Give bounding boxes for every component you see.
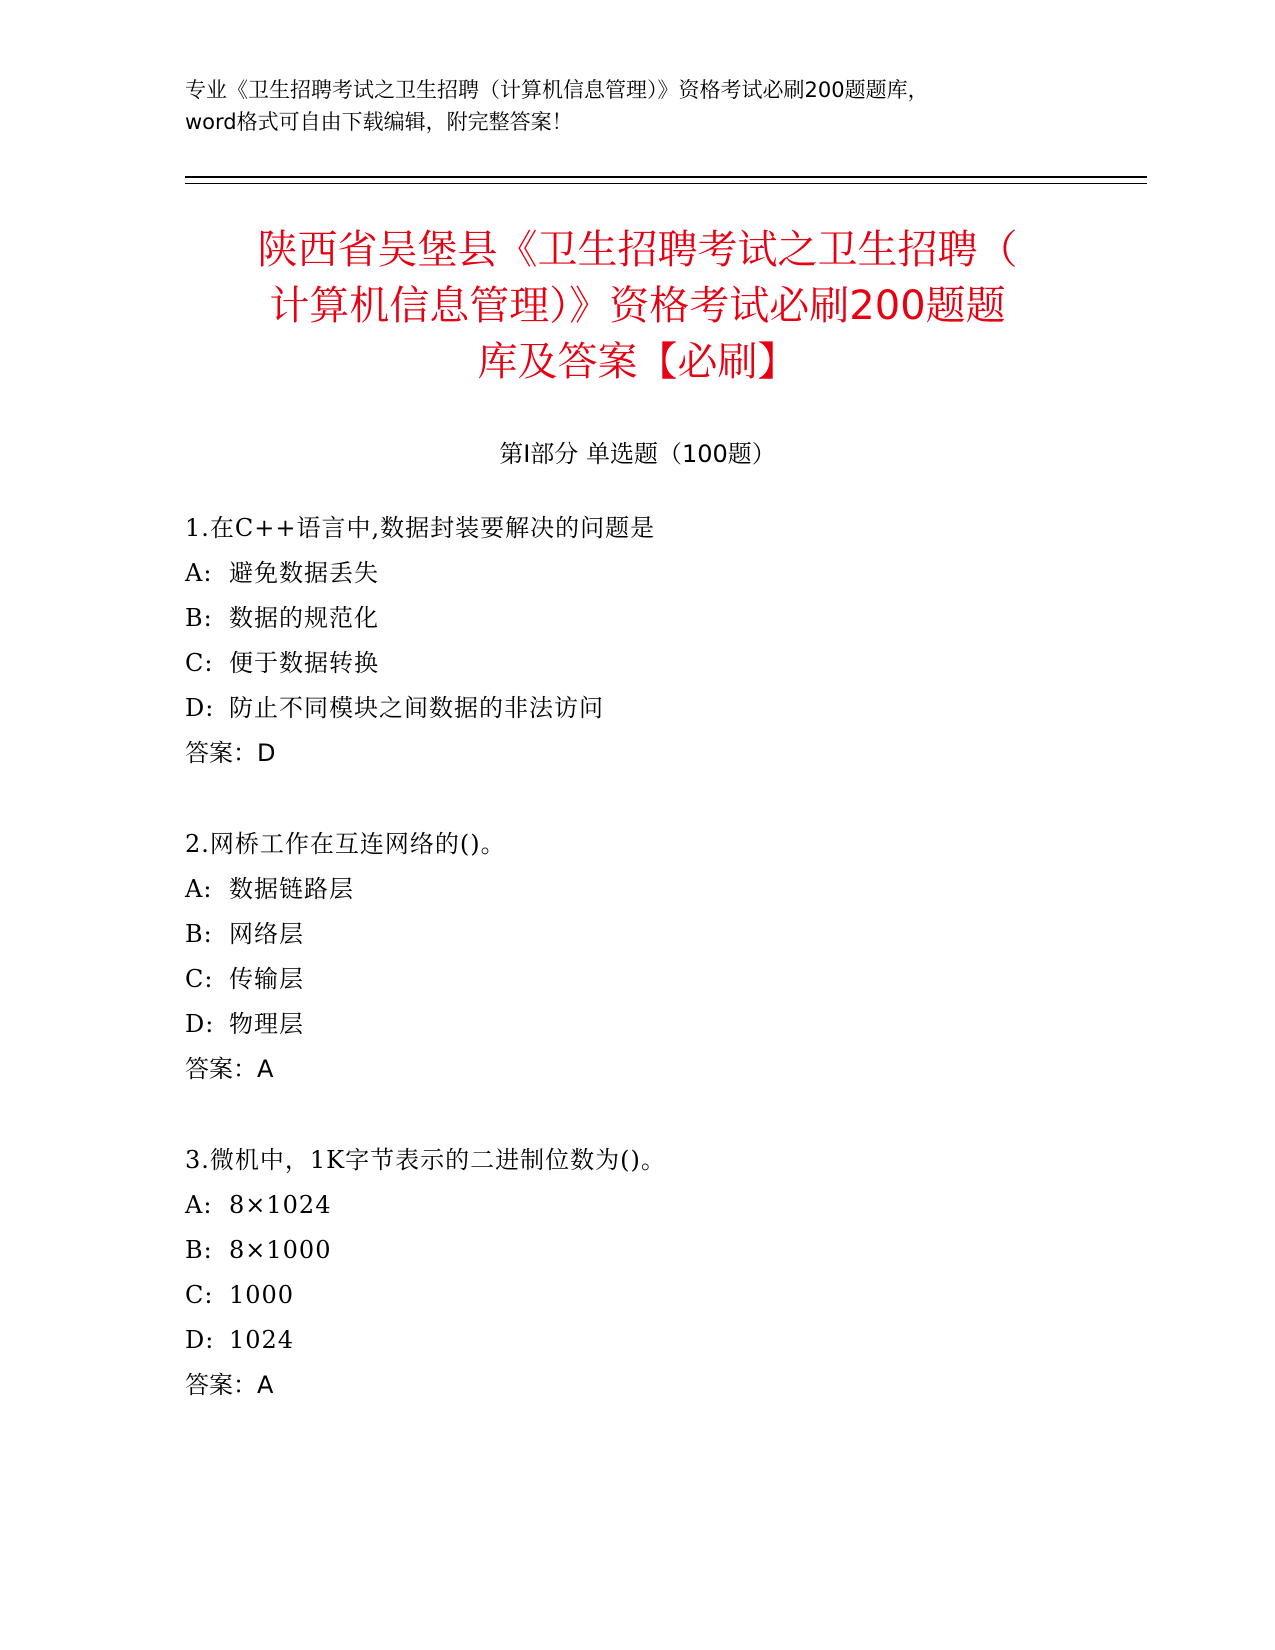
answer-line: 答案：A <box>185 1055 274 1083</box>
option-key: D: <box>185 1326 215 1354</box>
option-key: D: <box>185 1010 215 1038</box>
document-title-line-3: 库及答案【必刷】 <box>477 339 798 385</box>
header-note-line-1: 专业《卫生招聘考试之卫生招聘（计算机信息管理）》资格考试必刷200题题库， <box>185 78 929 102</box>
option-d <box>185 1318 1085 1363</box>
question-stem: 2.网桥工作在互连网络的()。 <box>185 830 506 858</box>
section-heading: 第I部分 单选题（100题） <box>499 440 776 468</box>
option-key: C: <box>185 965 214 993</box>
option-a <box>185 867 1085 912</box>
option-text: 物理层 <box>229 1010 304 1038</box>
question-stem: 3.微机中，1K字节表示的二进制位数为()。 <box>185 1146 666 1174</box>
option-key: C: <box>185 649 214 677</box>
option-c <box>185 641 1085 686</box>
option-a <box>185 1183 1085 1228</box>
option-b <box>185 912 1085 957</box>
option-text: 传输层 <box>229 965 304 993</box>
option-text: 避免数据丢失 <box>229 559 379 587</box>
document-title-line-2: 计算机信息管理）》资格考试必刷200题题 <box>269 283 1006 329</box>
question-2 <box>185 822 1085 1092</box>
option-text: 数据链路层 <box>229 875 354 903</box>
option-c <box>185 957 1085 1002</box>
option-key: B: <box>185 604 213 632</box>
header-note-line-2: word格式可自由下载编辑，附完整答案！ <box>185 110 573 134</box>
option-key: A: <box>185 1191 213 1219</box>
option-text: 数据的规范化 <box>229 604 379 632</box>
option-key: A: <box>185 559 213 587</box>
option-text: 1000 <box>229 1281 295 1309</box>
option-b <box>185 596 1085 641</box>
header-divider-thin <box>185 183 1147 184</box>
option-key: C: <box>185 1281 214 1309</box>
header-divider-thick <box>185 176 1147 178</box>
option-text: 8×1000 <box>229 1236 332 1264</box>
header-note <box>185 74 1085 138</box>
option-b <box>185 1228 1085 1273</box>
option-c <box>185 1273 1085 1318</box>
option-key: D: <box>185 694 215 722</box>
document-title <box>150 222 1125 390</box>
option-text: 1024 <box>229 1326 295 1354</box>
option-a <box>185 551 1085 596</box>
answer-line: 答案：A <box>185 1371 274 1399</box>
option-d <box>185 1002 1085 1047</box>
option-key: A: <box>185 875 213 903</box>
question-3 <box>185 1138 1085 1408</box>
option-d <box>185 686 1085 731</box>
option-text: 8×1024 <box>229 1191 332 1219</box>
question-stem: 1.在C++语言中,数据封装要解决的问题是 <box>185 514 656 542</box>
option-key: B: <box>185 1236 213 1264</box>
document-title-line-1: 陕西省吴堡县《卫生招聘考试之卫生招聘（ <box>257 227 1018 273</box>
option-text: 网络层 <box>229 920 304 948</box>
option-text: 便于数据转换 <box>229 649 379 677</box>
option-text: 防止不同模块之间数据的非法访问 <box>229 694 604 722</box>
question-1 <box>185 506 1085 776</box>
answer-line: 答案：D <box>185 739 276 767</box>
option-key: B: <box>185 920 213 948</box>
